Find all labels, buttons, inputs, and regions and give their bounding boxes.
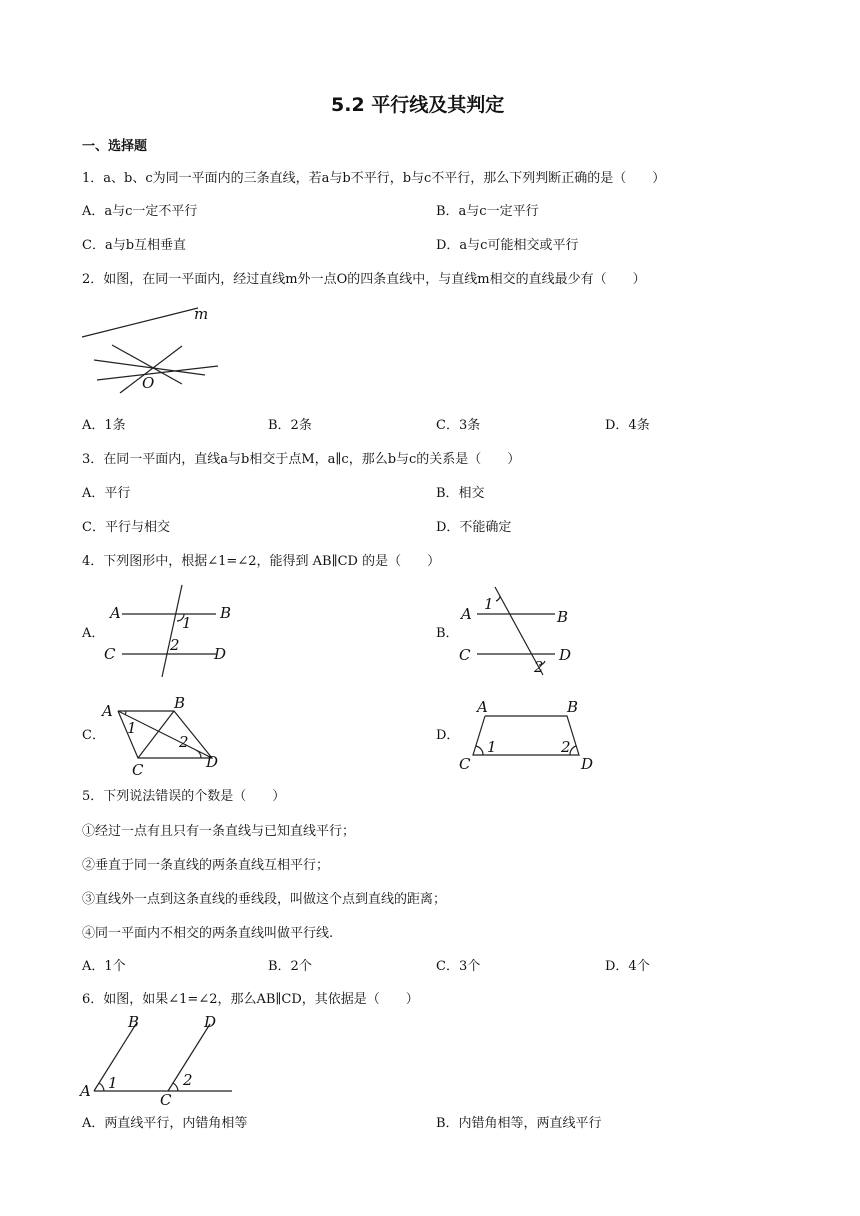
svg-text:B: B — [220, 604, 232, 622]
svg-text:B: B — [174, 694, 186, 712]
q1-option-c: C．a与b互相垂直 — [82, 238, 187, 253]
svg-text:A: A — [110, 604, 121, 622]
q1-option-b: B．a与c一定平行 — [436, 204, 539, 219]
q1-option-d: D．a与c可能相交或平行 — [436, 238, 579, 253]
q5-option-c: C．3个 — [436, 959, 481, 974]
label-o: O — [142, 374, 155, 392]
svg-text:2: 2 — [183, 1071, 193, 1089]
svg-text:2: 2 — [534, 658, 544, 676]
q5-statement-3: ③直线外一点到这条直线的垂线段，叫做这个点到直线的距离； — [82, 892, 447, 907]
page-title: 5.2 平行线及其判定 — [331, 94, 505, 116]
svg-text:1: 1 — [127, 719, 137, 737]
label-m: m — [194, 305, 209, 323]
svg-text:2: 2 — [179, 733, 189, 751]
svg-text:A: A — [477, 698, 488, 716]
q4-option-a: A． — [82, 626, 105, 641]
svg-text:C: C — [459, 646, 471, 664]
q4-option-b: B． — [436, 626, 459, 641]
svg-text:D: D — [206, 753, 219, 771]
svg-text:1: 1 — [487, 738, 497, 756]
svg-text:2: 2 — [561, 738, 571, 756]
svg-text:1: 1 — [108, 1074, 118, 1092]
q2-figure — [80, 300, 230, 400]
svg-text:A: A — [461, 605, 472, 623]
section-heading: 一、选择题 — [82, 139, 148, 154]
svg-text:D: D — [204, 1013, 217, 1031]
q4-figure-b — [455, 585, 595, 680]
q2-option-a: A．1条 — [82, 418, 126, 433]
q3-option-a: A．平行 — [82, 486, 131, 501]
svg-text:D: D — [214, 645, 227, 663]
q3-option-d: D．不能确定 — [436, 520, 512, 535]
svg-text:B: B — [557, 608, 569, 626]
q4-stem: 4．下列图形中，根据∠1=∠2，能得到 AB∥CD 的是（ ） — [82, 554, 441, 569]
q5-option-b: B．2个 — [268, 959, 312, 974]
line-m — [82, 308, 198, 337]
q5-statement-1: ①经过一点有且只有一条直线与已知直线平行； — [82, 824, 356, 839]
q5-option-a: A．1个 — [82, 959, 126, 974]
svg-text:C: C — [459, 755, 471, 773]
q4-figure-c — [100, 695, 230, 780]
q3-option-b: B．相交 — [436, 486, 485, 501]
q3-option-c: C．平行与相交 — [82, 520, 170, 535]
q2-option-b: B．2条 — [268, 418, 312, 433]
q5-statement-4: ④同一平面内不相交的两条直线叫做平行线. — [82, 926, 334, 941]
q2-option-d: D．4条 — [605, 418, 650, 433]
q6-stem: 6．如图，如果∠1=∠2，那么AB∥CD，其依据是（ ） — [82, 992, 419, 1007]
svg-text:1: 1 — [484, 595, 494, 613]
svg-text:2: 2 — [170, 636, 180, 654]
q6-option-a: A．两直线平行，内错角相等 — [82, 1116, 248, 1131]
svg-text:A: A — [80, 1082, 91, 1100]
q3-stem: 3．在同一平面内，直线a与b相交于点M，a∥c，那么b与c的关系是（ ） — [82, 452, 521, 467]
q6-figure — [80, 1012, 240, 1107]
q2-stem: 2．如图，在同一平面内，经过直线m外一点O的四条直线中，与直线m相交的直线最少有（ ） — [82, 272, 646, 287]
q4-figure-a — [100, 585, 240, 680]
q2-option-c: C．3条 — [436, 418, 481, 433]
q5-statement-2: ②垂直于同一条直线的两条直线互相平行； — [82, 858, 330, 873]
q6-option-b: B．内错角相等，两直线平行 — [436, 1116, 602, 1131]
svg-text:C: C — [160, 1091, 172, 1109]
q4-figure-d — [455, 697, 605, 777]
svg-text:1: 1 — [182, 614, 192, 632]
q4-option-c: C． — [82, 728, 105, 743]
svg-text:A: A — [102, 702, 113, 720]
svg-text:B: B — [567, 698, 579, 716]
q4-option-d: D． — [436, 728, 460, 743]
svg-text:C: C — [104, 645, 116, 663]
svg-text:C: C — [132, 761, 144, 779]
q1-option-a: A．a与c一定不平行 — [82, 204, 198, 219]
q5-stem: 5．下列说法错误的个数是（ ） — [82, 789, 286, 804]
line-through-o-2 — [94, 360, 205, 375]
svg-text:D: D — [581, 755, 594, 773]
q5-option-d: D．4个 — [605, 959, 650, 974]
svg-text:B: B — [128, 1013, 140, 1031]
svg-text:D: D — [559, 646, 572, 664]
q1-stem: 1．a、b、c为同一平面内的三条直线，若a与b不平行，b与c不平行，那么下列判断正确的是（ ） — [82, 171, 666, 186]
